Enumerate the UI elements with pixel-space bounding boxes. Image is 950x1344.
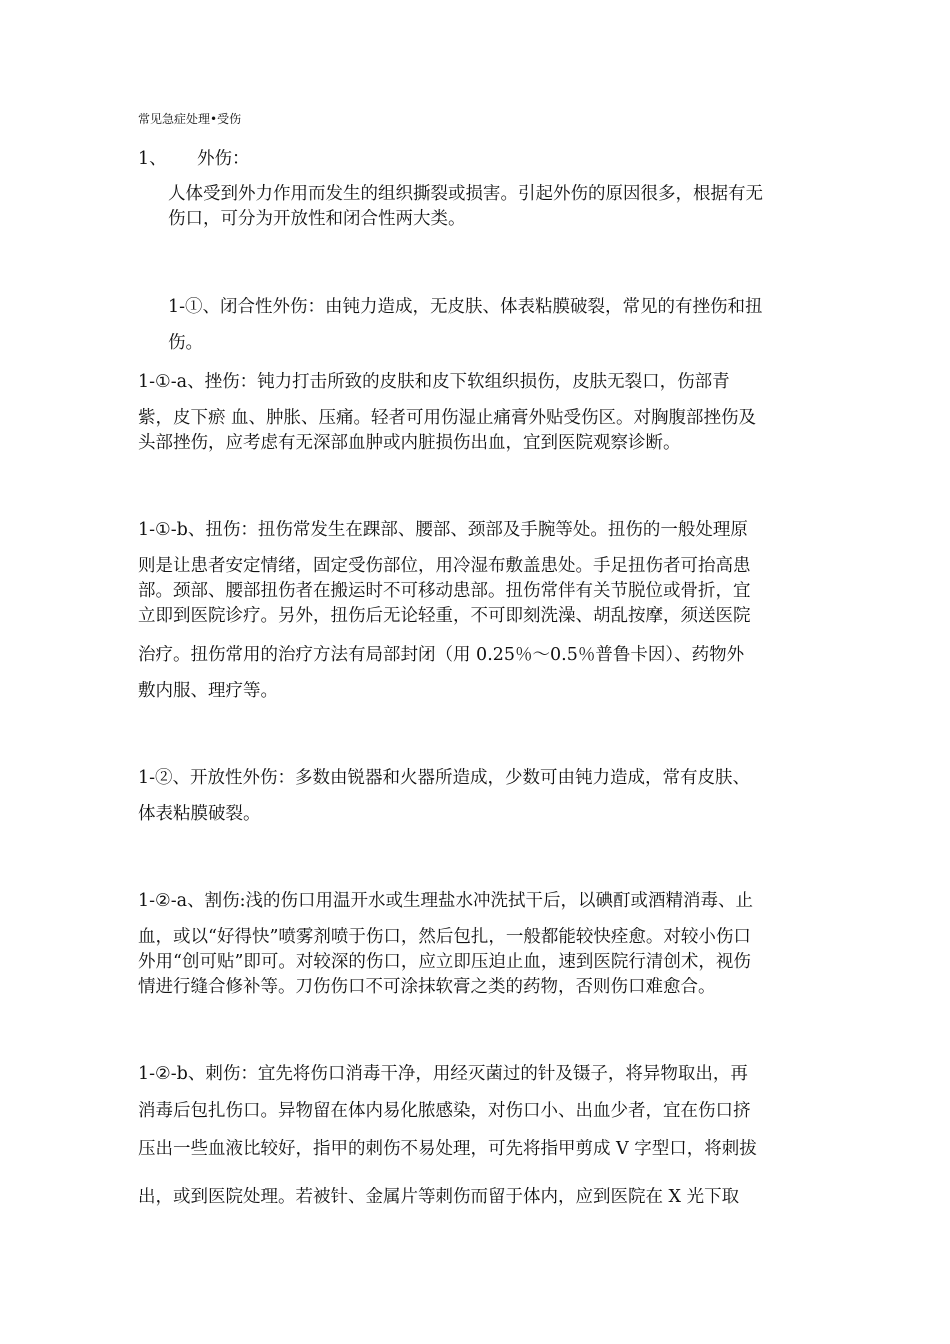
contusion-line: 紫，皮下瘀 血、肿胀、压痛。轻者可用伤湿止痛膏外贴受伤区。对胸腹部挫伤及 xyxy=(138,408,757,428)
stab-line: 1-②-b、刺伤：宜先将伤口消毒干净，用经灭菌过的针及镊子，将异物取出，再 xyxy=(138,1064,748,1084)
cut-line: 情进行缝合修补等。刀伤伤口不可涂抹软膏之类的药物，否则伤口难愈合。 xyxy=(138,977,716,997)
intro-line: 伤口，可分为开放性和闭合性两大类。 xyxy=(168,209,466,229)
sprain-line: 则是让患者安定情绪，固定受伤部位，用冷湿布敷盖患处。手足扭伤者可抬高患 xyxy=(138,556,751,576)
cut-line: 外用“创可贴”即可。对较深的伤口，应立即压迫止血，速到医院行清创术，视伤 xyxy=(138,952,751,972)
cut-line: 血，或以“好得快”喷雾剂喷于伤口，然后包扎，一般都能较快痊愈。对较小伤口 xyxy=(138,927,751,947)
page-header: 常见急症处理•受伤 xyxy=(138,112,242,126)
stab-line: 消毒后包扎伤口。异物留在体内易化脓感染，对伤口小、出血少者，宜在伤口挤 xyxy=(138,1101,751,1121)
intro-line: 人体受到外力作用而发生的组织撕裂或损害。引起外伤的原因很多，根据有无 xyxy=(168,184,763,204)
sprain-line: 1-①-b、扭伤：扭伤常发生在踝部、腰部、颈部及手腕等处。扭伤的一般处理原 xyxy=(138,520,748,540)
sprain-line: 敷内服、理疗等。 xyxy=(138,681,278,701)
sprain-line: 部。颈部、腰部扭伤者在搬运时不可移动患部。扭伤常伴有关节脱位或骨折，宜 xyxy=(138,581,751,601)
sprain-line: 立即到医院诊疗。另外，扭伤后无论轻重，不可即刻洗澡、胡乱按摩，须送医院 xyxy=(138,606,751,626)
closed-injury-line: 1-①、闭合性外伤：由钝力造成，无皮肤、体表粘膜破裂，常见的有挫伤和扭 xyxy=(168,297,763,317)
contusion-line: 1-①-a、挫伤：钝力打击所致的皮肤和皮下软组织损伤，皮肤无裂口，伤部青 xyxy=(138,372,730,392)
sprain-line: 治疗。扭伤常用的治疗方法有局部封闭（用 0.25％～0.5％普鲁卡因）、药物外 xyxy=(138,645,745,665)
stab-line: 压出一些血液比较好，指甲的刺伤不易处理，可先将指甲剪成 V 字型口，将刺拔 xyxy=(138,1139,757,1159)
section-number: 1、 xyxy=(138,149,167,169)
open-injury-line: 1-②、开放性外伤：多数由锐器和火器所造成，少数可由钝力造成，常有皮肤、 xyxy=(138,768,751,788)
stab-line: 出，或到医院处理。若被针、金属片等刺伤而留于体内，应到医院在 X 光下取 xyxy=(138,1187,740,1207)
contusion-line: 头部挫伤，应考虑有无深部血肿或内脏损伤出血，宜到医院观察诊断。 xyxy=(138,433,681,453)
closed-injury-line: 伤。 xyxy=(168,333,203,353)
cut-line: 1-②-a、割伤:浅的伤口用温开水或生理盐水冲洗拭干后，以碘酊或酒精消毒、止 xyxy=(138,891,753,911)
open-injury-line: 体表粘膜破裂。 xyxy=(138,804,261,824)
section-title: 外伤： xyxy=(197,149,250,169)
